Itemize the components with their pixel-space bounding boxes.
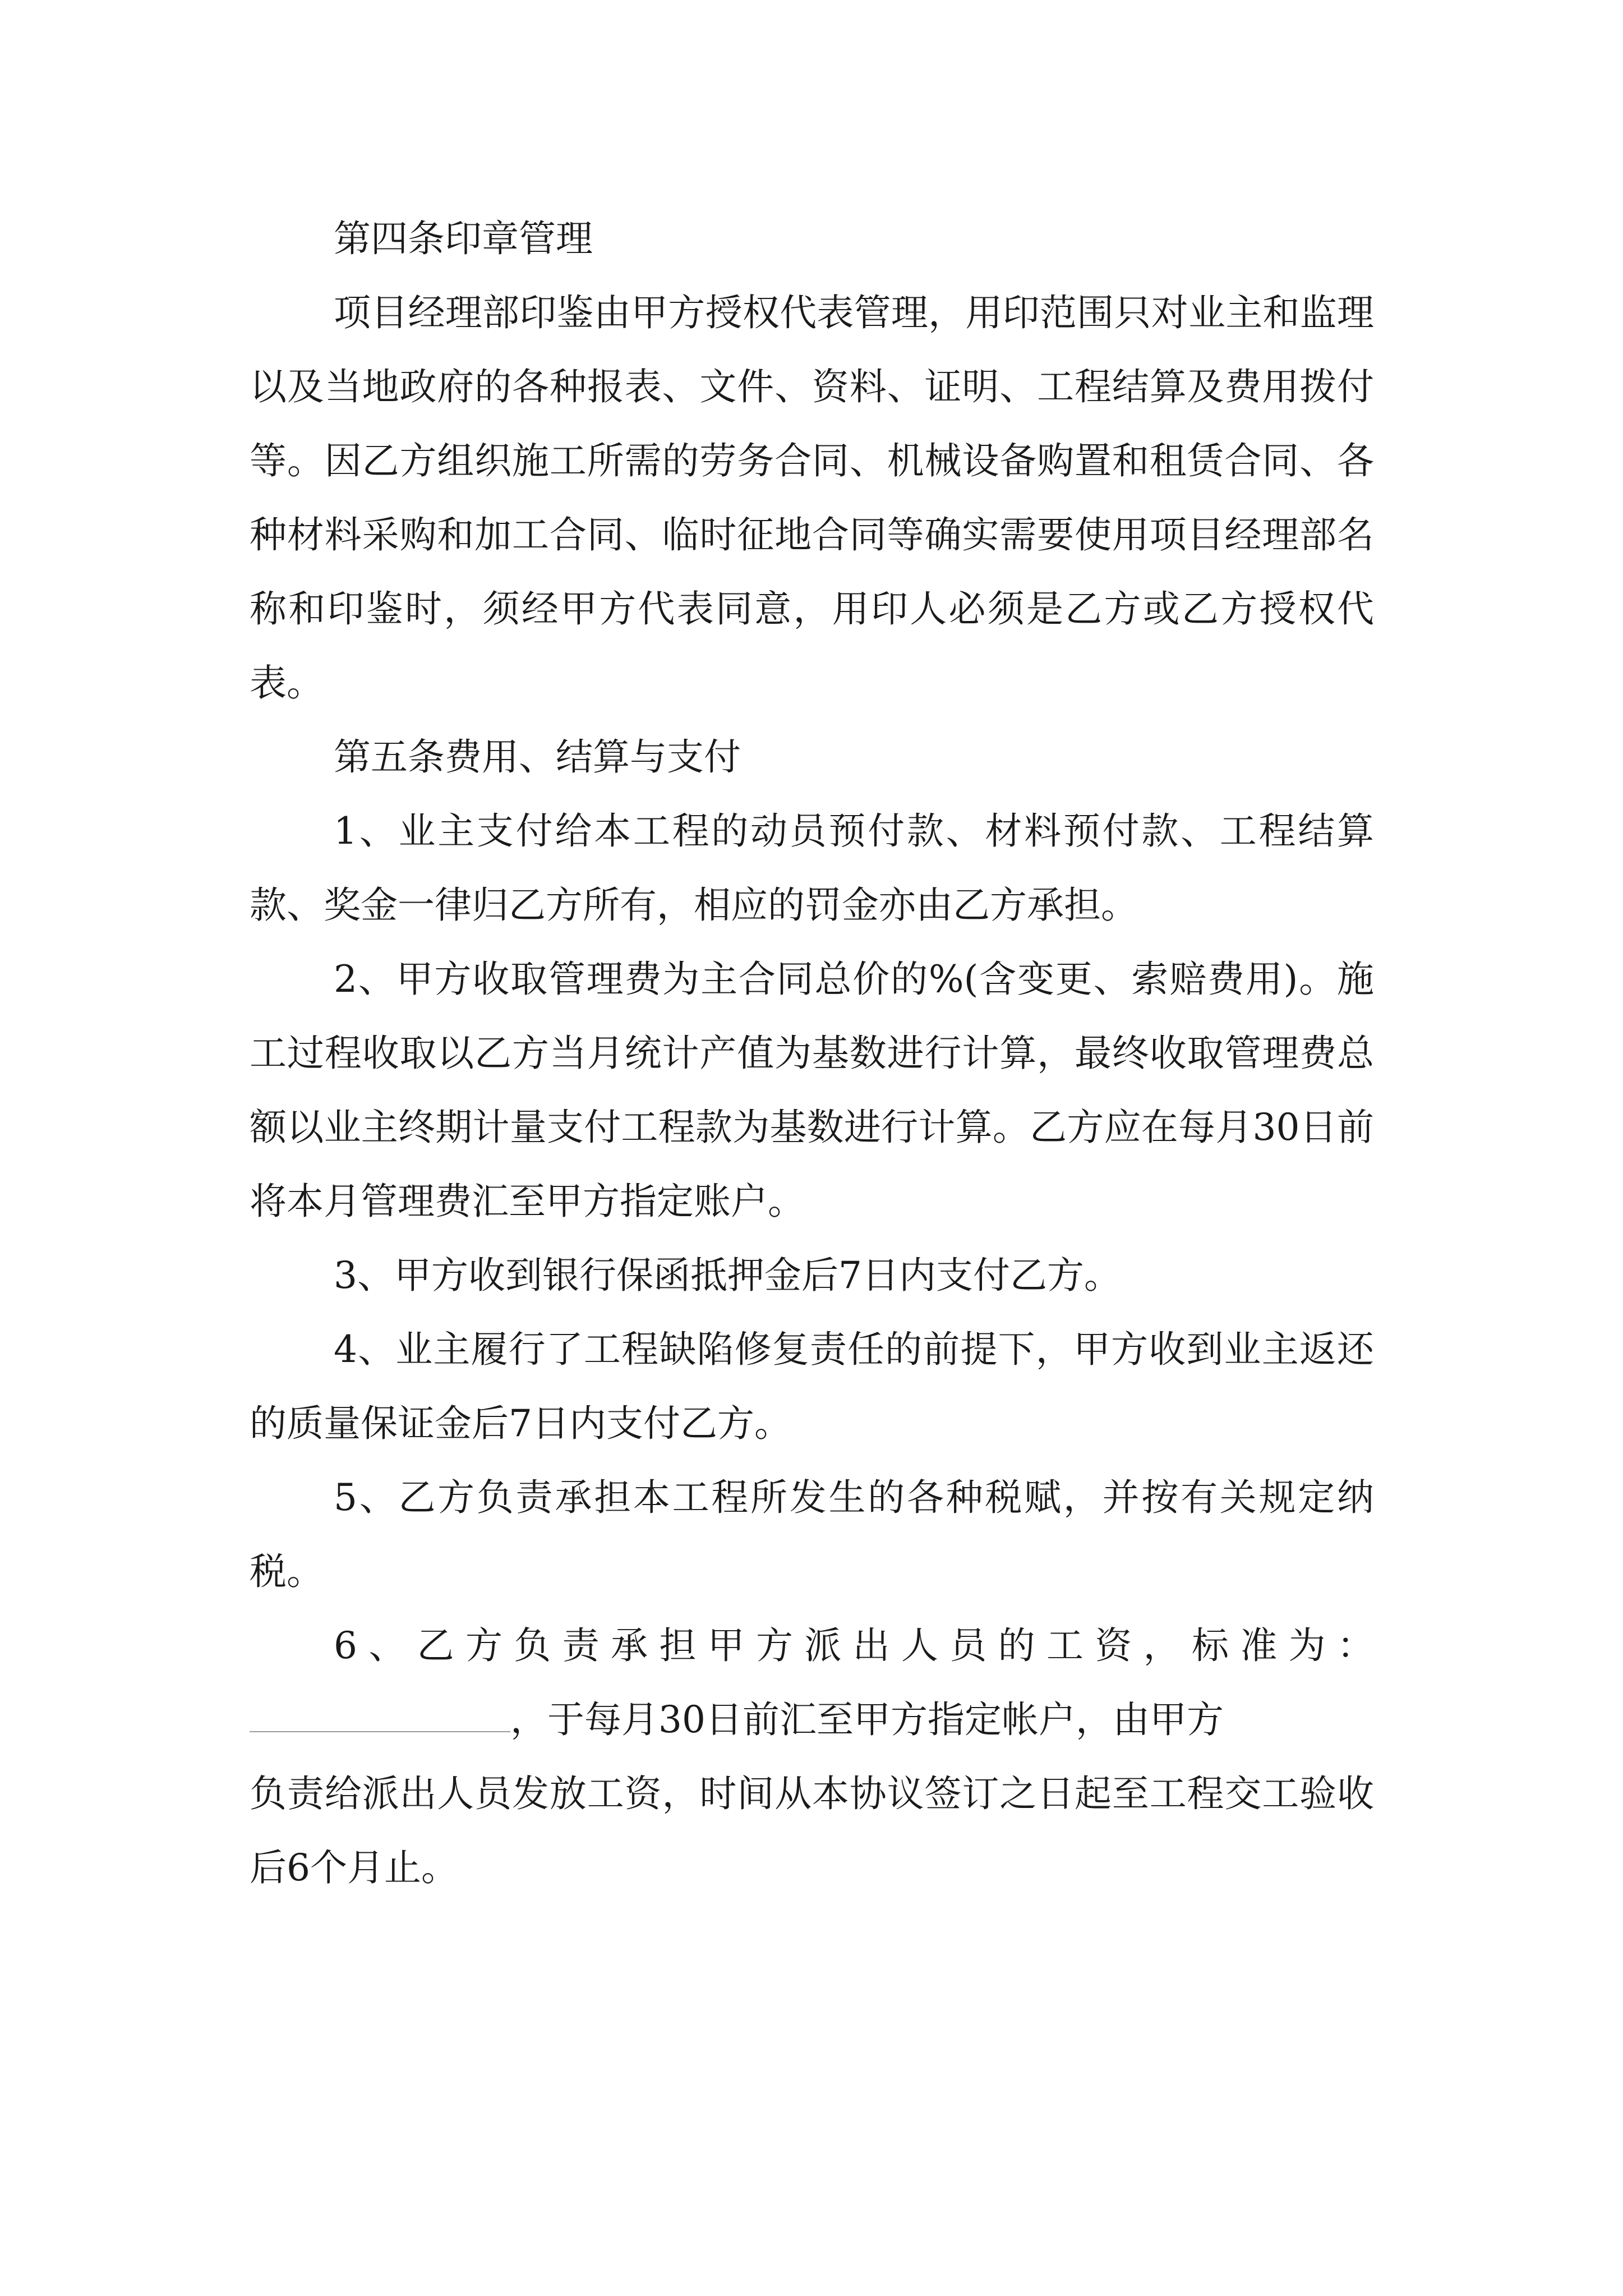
article-5-item-1: 1、业主支付给本工程的动员预付款、材料预付款、工程结算款、奖金一律归乙方所有，相应的罚金亦由乙方承担。 xyxy=(250,809,1374,927)
article-5-item-2: 2、甲方收取管理费为主合同总价的%(含变更、索赔费用)。施工过程收取以乙方当月统计产值为基数进行计算，最终收取管理费总额以业主终期计量支付工程款为基数进行计算。乙方应在每月30日前将本月管理费汇至甲方指定账户。 xyxy=(250,958,1374,1223)
article-5-item-5: 5、乙方负责承担本工程所发生的各种税赋，并按有关规定纳税。 xyxy=(250,1476,1374,1593)
article-5-item-6-first-line: 6、乙方负责承担甲方派出人员的工资，标准为： xyxy=(334,1624,1374,1667)
article-5-item-4: 4、业主履行了工程缺陷修复责任的前提下，甲方收到业主返还的质量保证金后7日内支付乙方。 xyxy=(250,1328,1374,1445)
document-body xyxy=(250,202,1374,1905)
article-5-item-3: 3、甲方收到银行保函抵押金后7日内支付乙方。 xyxy=(334,1254,1121,1297)
article-5-heading: 第五条费用、结算与支付 xyxy=(334,735,741,779)
fill-in-blank[interactable] xyxy=(250,1694,510,1732)
article-4-heading: 第四条印章管理 xyxy=(334,217,593,260)
article-5-item-6-blank-line xyxy=(250,1683,1374,1757)
article-5-item-6-rest: 负责给派出人员发放工资，时间从本协议签订之日起至工程交工验收后6个月止。 xyxy=(250,1772,1374,1889)
article-5-item-6-after-blank: ，于每月30日前汇至甲方指定帐户，由甲方 xyxy=(510,1698,1224,1741)
article-4-paragraph: 项目经理部印鉴由甲方授权代表管理，用印范围只对业主和监理以及当地政府的各种报表、文件、资料、证明、工程结算及费用拨付等。因乙方组织施工所需的劳务合同、机械设备购置和租赁合同、各种材料采购和加工合同、临时征地合同等确实需要使用项目经理部名称和印鉴时，须经甲方代表同意，用印人必须是乙方或乙方授权代表。 xyxy=(250,291,1374,705)
